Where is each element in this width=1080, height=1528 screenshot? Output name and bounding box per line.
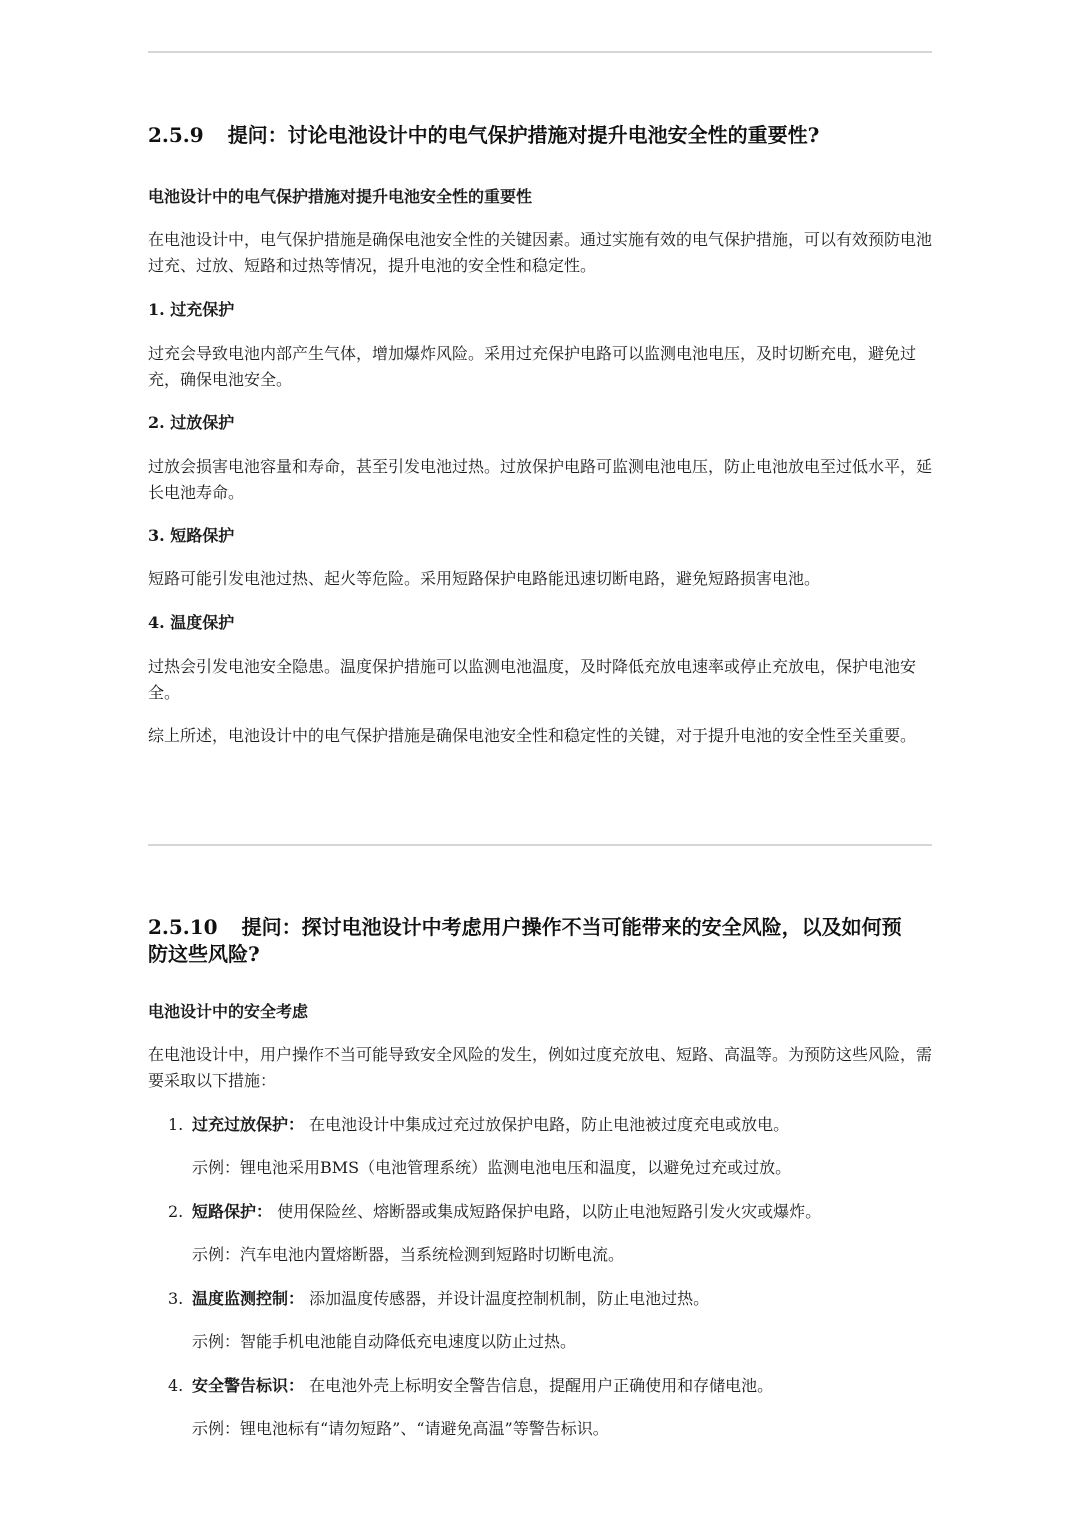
list-item-label: 安全警告标识：	[192, 1376, 305, 1395]
item-title-overcharge: 1. 过充保护	[148, 300, 235, 319]
item-title-short-circuit: 3. 短路保护	[148, 526, 235, 545]
section-number: 2.5.10	[148, 915, 218, 939]
list-item-example: 示例：汽车电池内置熔断器，当系统检测到短路时切断电流。	[192, 1245, 625, 1264]
list-marker: 2.	[168, 1202, 184, 1221]
top-divider	[148, 51, 932, 53]
list-item-label: 过充过放保护：	[192, 1115, 305, 1134]
item-text-overcharge: 过充会导致电池内部产生气体，增加爆炸风险。采用过充保护电路可以监测电池电压，及时切断充电，避免过充，确保电池安全。	[148, 344, 917, 389]
section-heading: 电池设计中的电气保护措施对提升电池安全性的重要性	[148, 187, 533, 206]
list-item-example: 示例：智能手机电池能自动降低充电速度以防止过热。	[192, 1332, 577, 1351]
section-question-line-1: 提问：探讨电池设计中考虑用户操作不当可能带来的安全风险，以及如何预	[241, 915, 902, 939]
section-question: 提问：讨论电池设计中的电气保护措施对提升电池安全性的重要性?	[227, 123, 820, 147]
list-item-example: 示例：锂电池标有“请勿短路”、“请避免高温”等警告标识。	[192, 1419, 609, 1438]
list-marker: 4.	[168, 1376, 184, 1395]
list-item-temperature-control	[168, 1287, 932, 1311]
item-title-overdischarge: 2. 过放保护	[148, 413, 235, 432]
section-title-2-5-10	[148, 914, 932, 968]
list-item-text: 在电池外壳上标明安全警告信息，提醒用户正确使用和存储电池。	[309, 1376, 774, 1395]
list-item-label: 短路保护：	[192, 1202, 273, 1221]
section-number: 2.5.9	[148, 123, 204, 147]
item-title-temperature: 4. 温度保护	[148, 613, 235, 632]
conclusion-paragraph: 综上所述，电池设计中的电气保护措施是确保电池安全性和稳定性的关键，对于提升电池的安全性至关重要。	[148, 726, 917, 745]
list-item-text: 使用保险丝、熔断器或集成短路保护电路，以防止电池短路引发火灾或爆炸。	[277, 1202, 822, 1221]
intro-paragraph: 在电池设计中，电气保护措施是确保电池安全性的关键因素。通过实施有效的电气保护措施，可以有效预防电池过充、过放、短路和过热等情况，提升电池的安全性和稳定性。	[148, 230, 933, 275]
section-divider	[148, 844, 932, 846]
list-item-short-circuit-protection	[168, 1200, 932, 1224]
section-heading: 电池设计中的安全考虑	[148, 1002, 309, 1021]
list-marker: 3.	[168, 1289, 184, 1308]
item-text-short-circuit: 短路可能引发电池过热、起火等危险。采用短路保护电路能迅速切断电路，避免短路损害电池。	[148, 569, 821, 588]
item-text-temperature: 过热会引发电池安全隐患。温度保护措施可以监测电池温度，及时降低充放电速率或停止充放电，保护电池安全。	[148, 657, 917, 702]
list-marker: 1.	[168, 1115, 184, 1134]
section-title-2-5-9	[148, 122, 932, 149]
list-item-text: 添加温度传感器，并设计温度控制机制，防止电池过热。	[309, 1289, 710, 1308]
list-item-example: 示例：锂电池采用BMS（电池管理系统）监测电池电压和温度，以避免过充或过放。	[192, 1158, 792, 1177]
intro-paragraph: 在电池设计中，用户操作不当可能导致安全风险的发生，例如过度充放电、短路、高温等。为预防这些风险，需要采取以下措施：	[148, 1045, 933, 1090]
item-text-overdischarge: 过放会损害电池容量和寿命，甚至引发电池过热。过放保护电路可监测电池电压，防止电池放电至过低水平，延长电池寿命。	[148, 457, 933, 502]
list-item-label: 温度监测控制：	[192, 1289, 305, 1308]
list-item-overcharge-protection	[168, 1113, 932, 1137]
list-item-text: 在电池设计中集成过充过放保护电路，防止电池被过度充电或放电。	[309, 1115, 790, 1134]
section-question-line-2: 防这些风险?	[148, 942, 260, 966]
list-item-safety-warning	[168, 1374, 932, 1398]
